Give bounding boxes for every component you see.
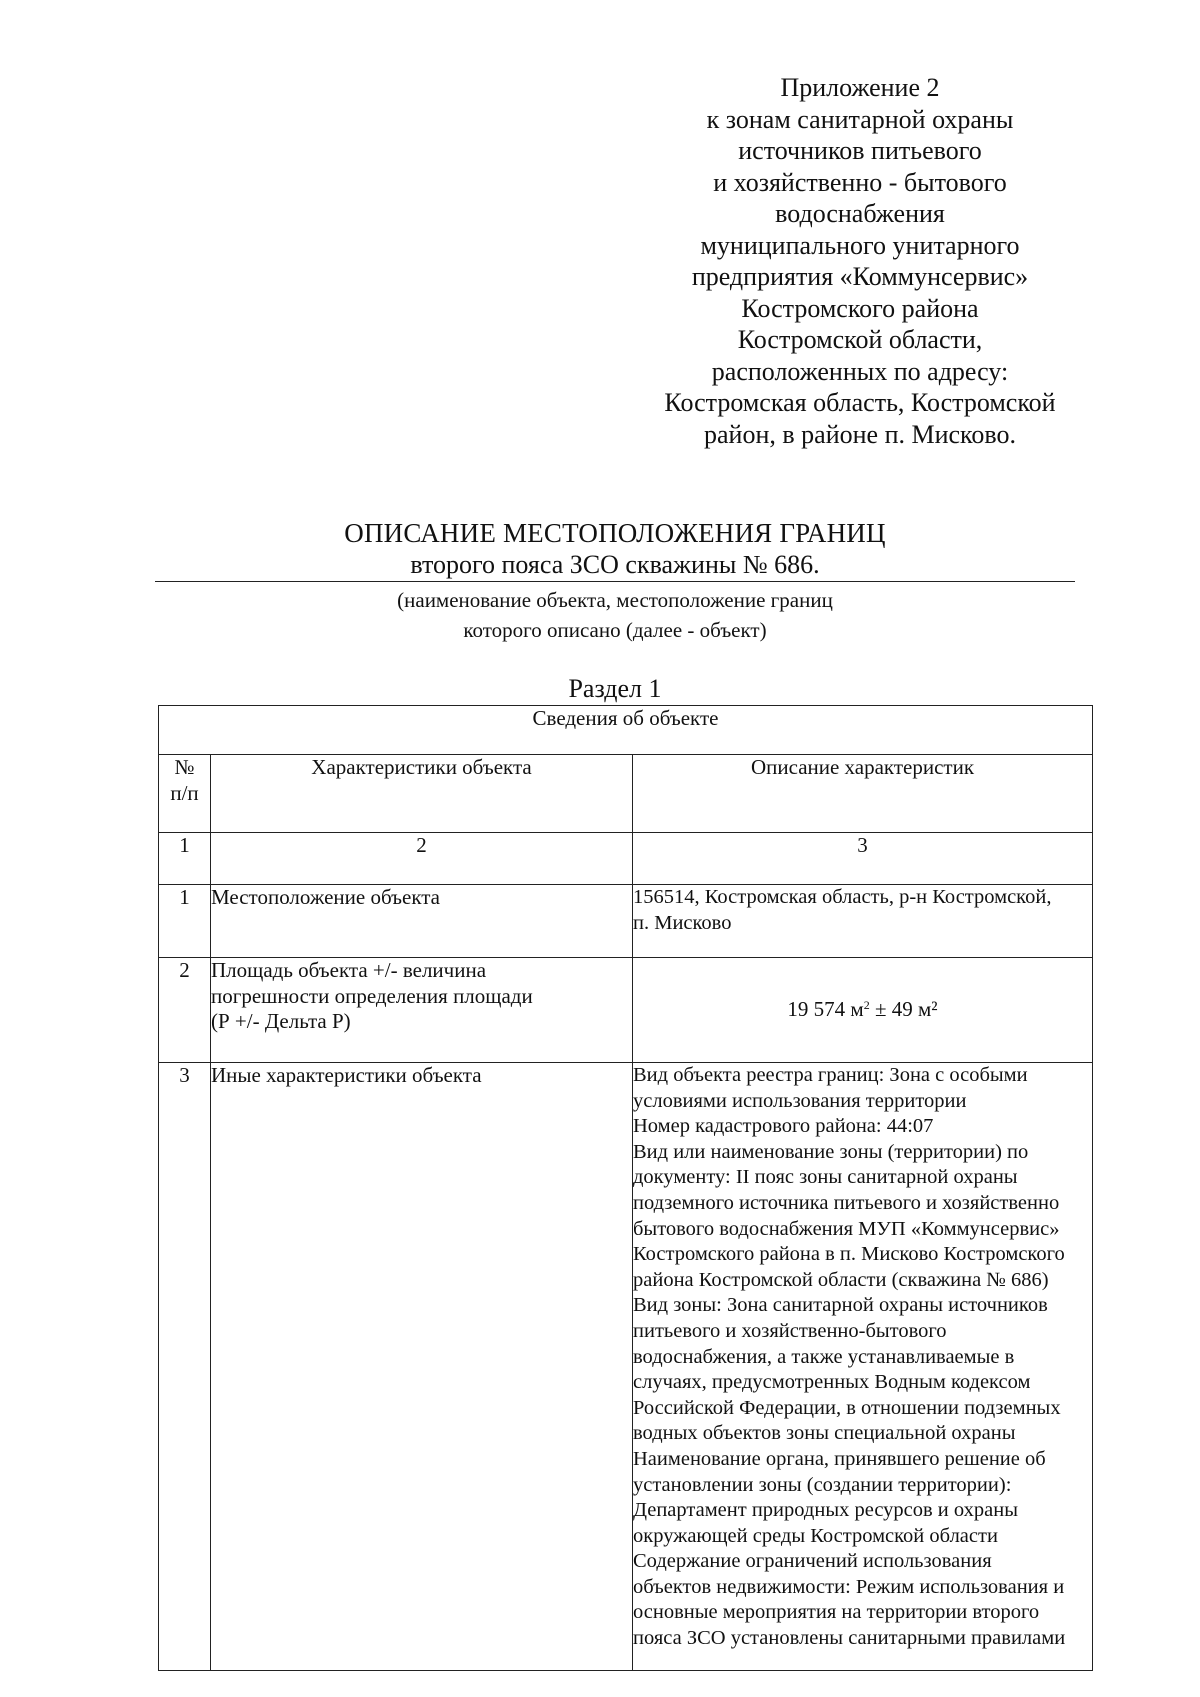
characteristic-line: (Р +/- Дельта Р) bbox=[211, 1009, 351, 1033]
table-row bbox=[159, 958, 1093, 1063]
table-row bbox=[159, 1063, 1093, 1671]
row-number: 2 bbox=[159, 958, 211, 1063]
description-line: условиями использования территории bbox=[633, 1089, 967, 1112]
table-header-row bbox=[159, 755, 1093, 833]
characteristic-line: погрешности определения площади bbox=[211, 983, 533, 1008]
row-number: 3 bbox=[159, 1063, 211, 1671]
description-line: водных объектов зоны специальной охраны bbox=[633, 1422, 1016, 1445]
description-line: случаях, предусмотренных Водным кодексом bbox=[633, 1371, 1031, 1394]
description-line: подземного источника питьевого и хозяйственно bbox=[633, 1191, 1060, 1214]
description-line: Департамент природных ресурсов и охраны bbox=[633, 1499, 1018, 1522]
appendix-line: источников питьевого bbox=[738, 136, 982, 165]
appendix-header bbox=[640, 72, 1080, 450]
column-header-description: Описание характеристик bbox=[633, 755, 1093, 833]
appendix-line: район, в районе п. Мисково. bbox=[704, 419, 1016, 449]
area-tolerance: ± 49 м² bbox=[869, 997, 938, 1022]
document-subtitle: второго пояса ЗСО скважины № 686. bbox=[410, 550, 820, 579]
caption-line: (наименование объекта, местоположение границ bbox=[397, 588, 833, 612]
description-line: Наименование органа, принявшего решение об bbox=[633, 1447, 1046, 1470]
appendix-line: Приложение 2 bbox=[780, 73, 940, 102]
column-index: 3 bbox=[633, 833, 1093, 885]
row-description bbox=[633, 885, 1093, 958]
table-row bbox=[159, 885, 1093, 958]
description-line: Номер кадастрового района: 44:07 bbox=[633, 1115, 934, 1138]
object-info-table bbox=[158, 705, 1093, 1671]
description-line: окружающей среды Костромской области bbox=[633, 1524, 998, 1547]
area-unit-superscript: 2 bbox=[863, 998, 870, 1013]
description-line: питьевого и хозяйственно-бытового bbox=[633, 1319, 947, 1342]
description-line: бытового водоснабжения МУП «Коммунсервис» bbox=[633, 1217, 1060, 1240]
column-index-row bbox=[159, 833, 1093, 885]
appendix-line: Костромской области, bbox=[737, 325, 983, 354]
table-heading: Сведения об объекте bbox=[159, 706, 1093, 755]
table-heading-row bbox=[159, 706, 1093, 755]
description-line: основные мероприятия на территории второго bbox=[633, 1601, 1040, 1624]
appendix-line: предприятия «Коммунсервис» bbox=[691, 262, 1029, 291]
description-line: Российской Федерации, в отношении подземных bbox=[633, 1396, 1061, 1419]
title-underline bbox=[155, 581, 1075, 582]
characteristic-line: Площадь объекта +/- величина bbox=[211, 958, 487, 982]
description-line: объектов недвижимости: Режим использования и bbox=[633, 1575, 1065, 1598]
appendix-line: Костромского района bbox=[741, 293, 979, 323]
column-index: 2 bbox=[211, 833, 633, 885]
row-description bbox=[633, 1063, 1093, 1671]
appendix-line: Костромская область, Костромской bbox=[664, 388, 1056, 417]
description-line: 156514, Костромская область, р-н Костромской, bbox=[633, 886, 1052, 908]
appendix-line: расположенных по адресу: bbox=[711, 356, 1009, 386]
caption-line: которого описано (далее - объект) bbox=[463, 618, 767, 642]
description-line: водоснабжения, а также устанавливаемые в bbox=[633, 1345, 1015, 1368]
column-header-characteristic: Характеристики объекта bbox=[211, 755, 633, 833]
column-index: 1 bbox=[159, 833, 211, 885]
description-line: Вид или наименование зоны (территории) по bbox=[633, 1140, 1029, 1163]
column-header-number bbox=[159, 755, 211, 833]
description-line: п. Мисково bbox=[633, 911, 732, 934]
area-value-cell bbox=[633, 958, 1093, 1063]
description-line: Вид зоны: Зона санитарной охраны источников bbox=[633, 1294, 1048, 1317]
document-title-block bbox=[155, 516, 1075, 580]
section-heading: Раздел 1 bbox=[568, 674, 662, 703]
description-line: Содержание ограничений использования bbox=[633, 1550, 992, 1573]
column-header-number-line1: № bbox=[174, 755, 195, 779]
title-caption bbox=[155, 585, 1075, 645]
row-characteristic: Местоположение объекта bbox=[211, 885, 633, 958]
column-header-number-line2: п/п bbox=[170, 780, 199, 805]
appendix-line: водоснабжения bbox=[775, 199, 945, 228]
description-line: пояса ЗСО установлены санитарными правилами bbox=[633, 1627, 1066, 1650]
description-line: Вид объекта реестра границ: Зона с особыми bbox=[633, 1064, 1028, 1086]
appendix-line: и хозяйственно - бытового bbox=[713, 167, 1007, 197]
description-line: документу: II пояс зоны санитарной охраны bbox=[633, 1166, 1018, 1189]
description-line: района Костромской области (скважина № 686) bbox=[633, 1268, 1049, 1291]
row-characteristic: Иные характеристики объекта bbox=[211, 1063, 633, 1671]
description-line: Костромского района в п. Мисково Костромского bbox=[633, 1243, 1065, 1266]
description-line: установлении зоны (создании территории): bbox=[633, 1473, 1012, 1496]
appendix-line: к зонам санитарной охраны bbox=[706, 104, 1014, 134]
row-number: 1 bbox=[159, 885, 211, 958]
row-characteristic bbox=[211, 958, 633, 1063]
area-value: 19 574 м bbox=[787, 997, 864, 1022]
appendix-line: муниципального унитарного bbox=[700, 230, 1020, 260]
document-title: ОПИСАНИЕ МЕСТОПОЛОЖЕНИЯ ГРАНИЦ bbox=[344, 518, 886, 548]
